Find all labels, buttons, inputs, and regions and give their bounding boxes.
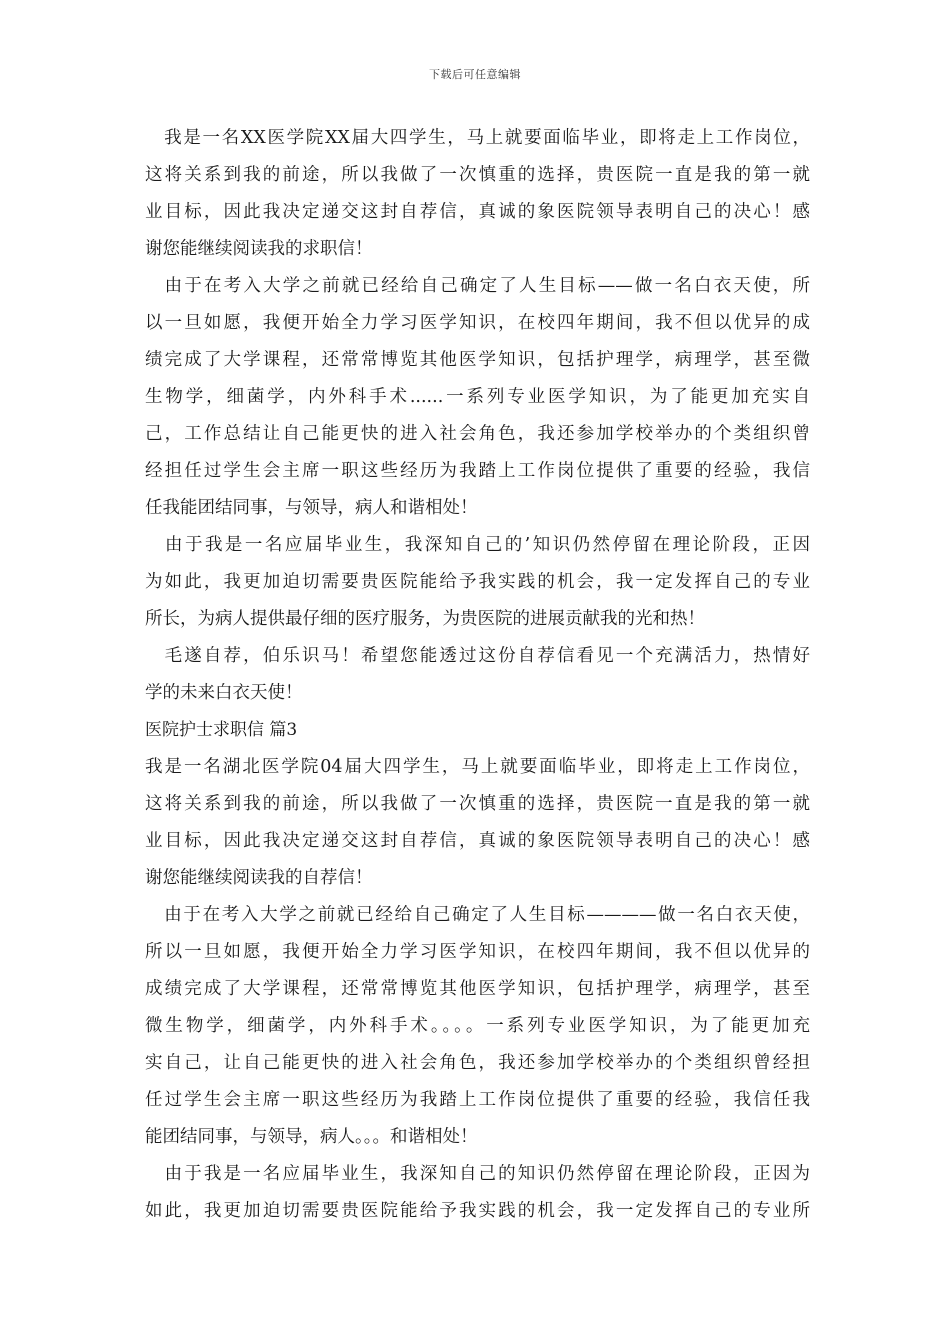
text-line: 毛遂自荐，伯乐识马！希望您能透过这份自荐信看见一个充满活力，热情好 <box>145 646 810 666</box>
text-line: 我是一名XX医学院XX届大四学生，马上就要面临毕业，即将走上工作岗位， <box>145 128 810 148</box>
section-heading: 医院护士求职信 篇3 <box>145 720 298 740</box>
document-body <box>145 120 810 1230</box>
text-line: 所以一旦如愿，我便开始全力学习医学知识，在校四年期间，我不但以优异的 <box>145 942 810 962</box>
text-line: 由于我是一名应届毕业生，我深知自己的’知识仍然停留在理论阶段，正因 <box>145 535 810 555</box>
text-line: 经担任过学生会主席一职这些经历为我踏上工作岗位提供了重要的经验，我信 <box>145 461 810 481</box>
text-line: 学的未来白衣天使！ <box>145 683 303 703</box>
text-line: 绩完成了大学课程，还常常博览其他医学知识，包括护理学，病理学，甚至微 <box>145 350 810 370</box>
text-line: 实自己，让自己能更快的进入社会角色，我还参加学校举办的个类组织曾经担 <box>145 1053 810 1073</box>
text-line: 谢您能继续阅读我的求职信！ <box>145 239 373 259</box>
text-line: 成绩完成了大学课程，还常常博览其他医学知识，包括护理学，病理学，甚至 <box>145 979 810 999</box>
text-line: 由于在考入大学之前就已经给自己确定了人生目标————做一名白衣天使， <box>145 905 810 925</box>
text-line: 谢您能继续阅读我的自荐信！ <box>145 868 373 888</box>
text-line: 如此，我更加迫切需要贵医院能给予我实践的机会，我一定发挥自己的专业所 <box>145 1201 810 1221</box>
text-line: 这将关系到我的前途，所以我做了一次慎重的选择，贵医院一直是我的第一就 <box>145 794 810 814</box>
text-line: 业目标，因此我决定递交这封自荐信，真诚的象医院领导表明自己的决心！感 <box>145 202 810 222</box>
text-line: 由于我是一名应届毕业生，我深知自己的知识仍然停留在理论阶段，正因为 <box>145 1164 810 1184</box>
text-line: 己，工作总结让自己能更快的进入社会角色，我还参加学校举办的个类组织曾 <box>145 424 810 444</box>
text-line: 微生物学，细菌学，内外科手术。。。。一系列专业医学知识，为了能更加充 <box>145 1016 810 1036</box>
text-line: 这将关系到我的前途，所以我做了一次慎重的选择，贵医院一直是我的第一就 <box>145 165 810 185</box>
text-line: 以一旦如愿，我便开始全力学习医学知识，在校四年期间，我不但以优异的成 <box>145 313 810 333</box>
page-header-note: 下载后可任意编辑 <box>429 68 521 81</box>
text-line: 我是一名湖北医学院04届大四学生，马上就要面临毕业，即将走上工作岗位， <box>145 757 810 777</box>
text-line: 由于在考入大学之前就已经给自己确定了人生目标——做一名白衣天使，所 <box>145 276 810 296</box>
text-line: 生物学，细菌学，内外科手术......一系列专业医学知识，为了能更加充实自 <box>145 387 810 407</box>
text-line: 任过学生会主席一职这些经历为我踏上工作岗位提供了重要的经验，我信任我 <box>145 1090 810 1110</box>
text-line: 所长，为病人提供最仔细的医疗服务，为贵医院的进展贡献我的光和热！ <box>145 609 705 629</box>
text-line: 业目标，因此我决定递交这封自荐信，真诚的象医院领导表明自己的决心！感 <box>145 831 810 851</box>
text-line: 能团结同事，与领导，病人。。。和谐相处！ <box>145 1127 478 1147</box>
text-line: 任我能团结同事，与领导，病人和谐相处！ <box>145 498 478 518</box>
text-line: 为如此，我更加迫切需要贵医院能给予我实践的机会，我一定发挥自己的专业 <box>145 572 810 592</box>
